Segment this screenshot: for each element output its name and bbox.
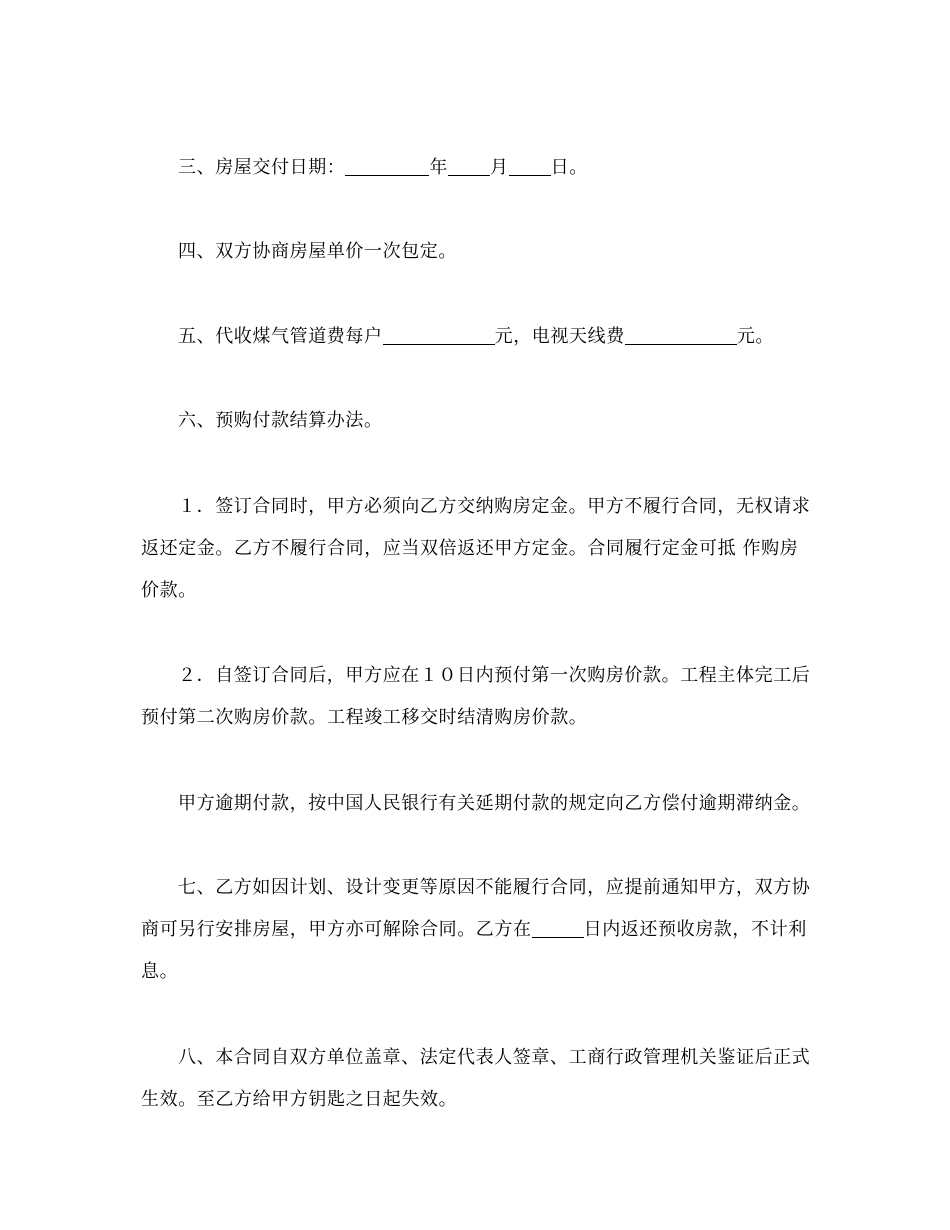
year-blank [345,155,429,176]
clause-6-item-2-installments: ２．自签订合同后，甲方应在１０日内预付第一次购房价款。工程主体完工后预付第二次购房价款。工程竣工移交时结清购房价款。 [141,665,811,728]
month-blank [448,155,490,176]
day-blank [509,155,551,176]
clause-5-fees [141,316,816,358]
clause-4-unit-price: 四、双方协商房屋单价一次包定。 [178,241,457,262]
month-label: 月 [490,157,509,178]
clause-7-prefix: 七、乙方如因计划、设计变更等原因不能履行合同，应提前通知甲方，双方协商可另行安排房屋，甲方亦可解除合同。乙方在 [141,877,811,940]
clause-8-effectiveness: 八、本合同自双方单位盖章、法定代表人签章、工商行政管理机关鉴证后正式生效。至乙方给甲方钥匙之日起失效。 [141,1047,811,1110]
year-label: 年 [429,157,449,178]
clause-6-payment-method: 六、预购付款结算办法。 [178,410,383,431]
clause-6-item-1-deposit: １．签订合同时，甲方必须向乙方交纳购房定金。甲方不履行合同，无权请求返还定金。乙方不履行合同，应当双倍返还甲方定金。合同履行定金可抵 作购房价款。 [141,496,811,601]
clause-7-termination [141,867,816,993]
clause-6-late-payment-note: 甲方逾期付款，按中国人民银行有关延期付款的规定向乙方偿付逾期滞纳金。 [178,793,811,814]
gas-fee-blank [383,324,495,345]
refund-days-blank [532,917,584,938]
clause-3-delivery-date [141,147,816,189]
clause-5-prefix: 五、代收煤气管道费每户 [178,326,383,347]
clause-3-prefix: 三、房屋交付日期： [178,157,346,178]
tv-fee-blank [625,324,737,345]
clause-5-suffix: 元。 [736,326,775,347]
clause-5-mid: 元，电视天线费 [494,326,625,347]
day-label: 日。 [550,157,588,178]
clause-7-suffix: 日内返还预收房款，不计利息。 [141,919,807,982]
